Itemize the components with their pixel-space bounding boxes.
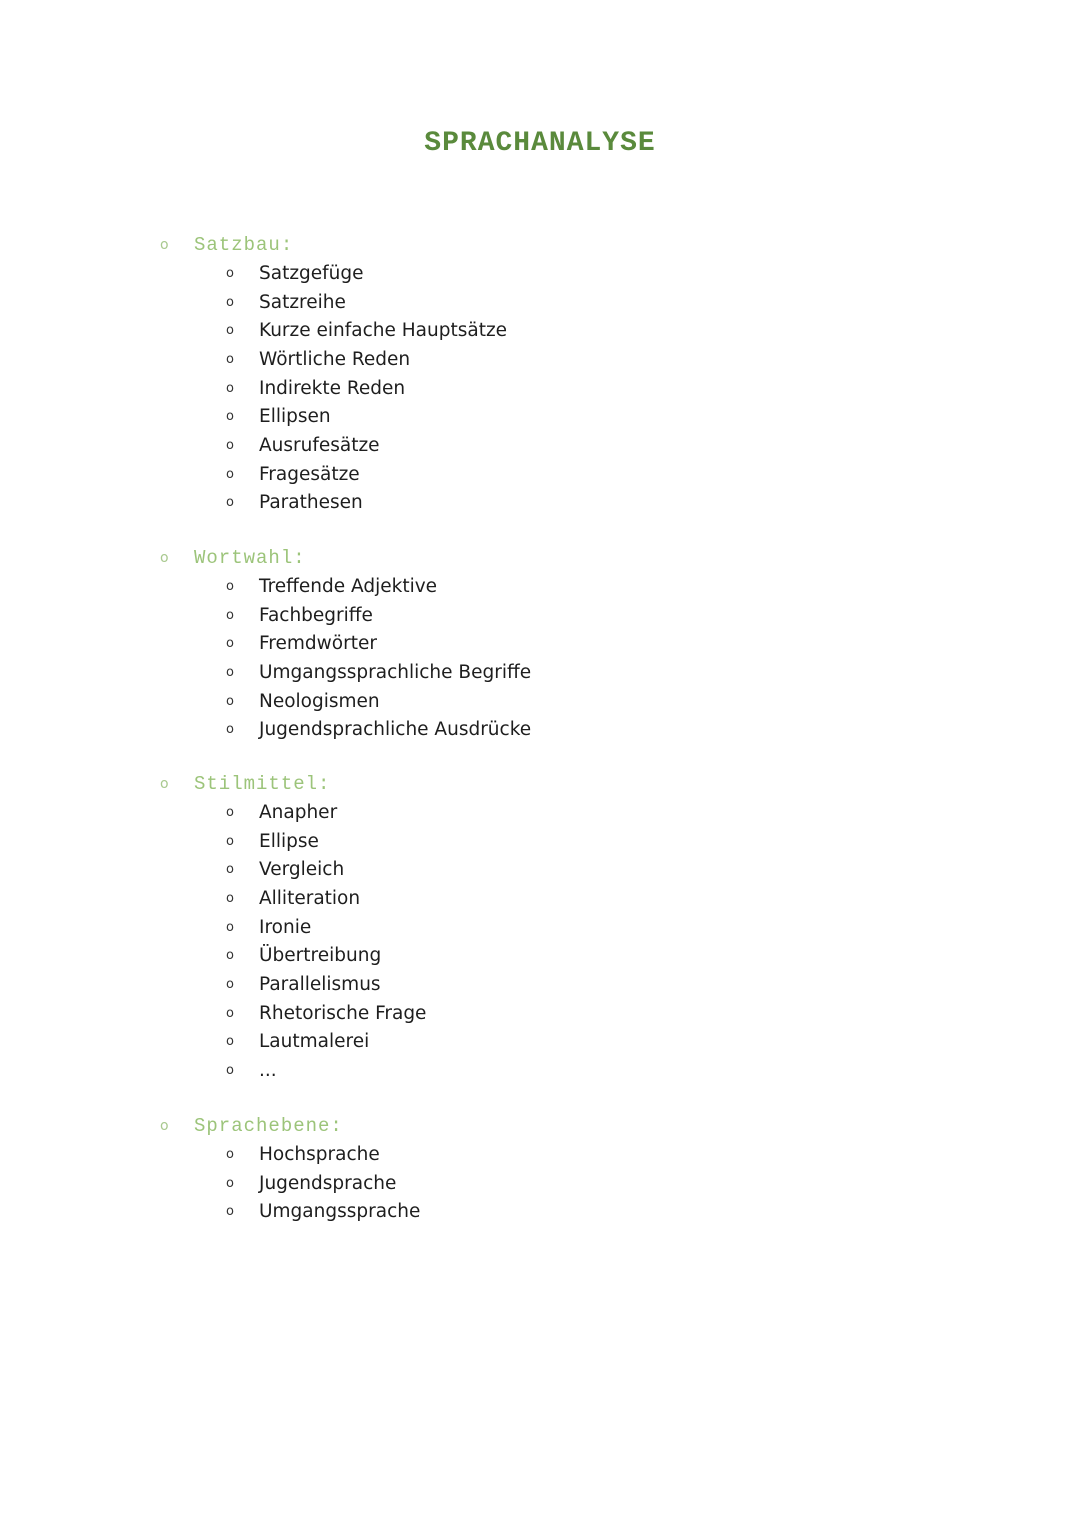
section-stilmittel [160,769,960,1085]
list-item [160,1169,960,1198]
list-item [160,999,960,1028]
list-item [160,629,960,658]
list-item-label: Indirekte Reden [259,377,406,399]
bullet-circle-icon: o [226,1005,234,1021]
bullet-circle-icon: o [226,409,234,425]
list-item [160,827,960,856]
bullet-circle-icon: o [226,323,234,339]
item-list [160,572,960,744]
list-item [160,798,960,827]
bullet-circle-icon: o [226,265,234,281]
section-heading [160,230,960,259]
section-heading-label: Satzbau: [194,233,294,256]
bullet-circle-icon: o [226,578,234,594]
list-item-label: Ellipse [259,830,319,852]
bullet-circle-icon: o [226,1146,234,1162]
list-item [160,1197,960,1226]
list-item [160,601,960,630]
section-wortwahl [160,543,960,744]
list-item-label: Treffende Adjektive [259,575,438,597]
bullet-circle-icon: o [226,351,234,367]
list-item-label: Umgangssprache [259,1201,421,1223]
list-item-label: Hochsprache [259,1143,380,1165]
list-item-label: Rhetorische Frage [259,1002,427,1024]
section-heading-label: Wortwahl: [194,546,306,569]
bullet-circle-icon: o [226,1063,234,1079]
list-item [160,374,960,403]
list-item-label: Fachbegriffe [259,604,373,626]
section-heading [160,543,960,572]
bullet-circle-icon: o [226,919,234,935]
list-item [160,687,960,716]
list-item [160,460,960,489]
list-item-label: Jugendsprachliche Ausdrücke [259,719,532,741]
bullet-circle-icon: o [226,466,234,482]
list-item-label: Ellipsen [259,406,331,428]
list-item-label: Lautmalerei [259,1031,370,1053]
bullet-circle-icon: o [226,693,234,709]
list-item [160,402,960,431]
list-item [160,941,960,970]
list-item [160,345,960,374]
list-item [160,1140,960,1169]
bullet-circle-icon: o [226,833,234,849]
bullet-circle-icon: o [226,948,234,964]
bullet-circle-icon: o [226,607,234,623]
list-item-label: Wörtliche Reden [259,348,411,370]
bullet-circle-icon: o [226,495,234,511]
list-item-label: Übertreibung [259,945,382,967]
bullet-circle-icon: o [226,722,234,738]
list-item [160,855,960,884]
list-item [160,658,960,687]
section-heading-label: Sprachebene: [194,1114,343,1137]
item-list [160,259,960,517]
list-item-label: Ironie [259,916,312,938]
bullet-circle-icon: o [226,862,234,878]
section-sprachebene [160,1111,960,1226]
list-item-label: Neologismen [259,690,380,712]
bullet-circle-icon: o [160,1117,170,1134]
list-item-label: Satzreihe [259,291,346,313]
list-item [160,913,960,942]
list-item [160,259,960,288]
list-item-label: Fragesätze [259,463,360,485]
bullet-circle-icon: o [226,437,234,453]
bullet-circle-icon: o [226,1034,234,1050]
item-list [160,1140,960,1226]
list-item-label: Alliteration [259,887,361,909]
list-item-label: Vergleich [259,859,345,881]
list-item-label: Umgangssprachliche Begriffe [259,661,532,683]
bullet-circle-icon: o [226,636,234,652]
bullet-circle-icon: o [226,804,234,820]
bullet-circle-icon: o [160,549,170,566]
list-item [160,884,960,913]
list-item-label: Satzgefüge [259,262,364,284]
section-heading [160,769,960,798]
section-satzbau [160,230,960,517]
list-item-label: Anapher [259,801,338,823]
list-item-label: ... [259,1060,277,1082]
bullet-circle-icon: o [226,380,234,396]
section-heading [160,1111,960,1140]
bullet-circle-icon: o [226,890,234,906]
bullet-circle-icon: o [160,236,170,253]
list-item [160,1028,960,1057]
list-item [160,489,960,518]
list-item-label: Parallelismus [259,973,381,995]
list-item-label: Ausrufesätze [259,434,380,456]
list-item-label: Parathesen [259,492,363,514]
bullet-circle-icon: o [226,976,234,992]
list-item [160,288,960,317]
list-item-label: Fremdwörter [259,633,377,655]
list-item [160,715,960,744]
list-item [160,431,960,460]
list-item-label: Jugendsprache [259,1172,397,1194]
list-item-label: Kurze einfache Hauptsätze [259,320,508,342]
bullet-circle-icon: o [226,1175,234,1191]
bullet-circle-icon: o [160,775,170,792]
list-item [160,316,960,345]
bullet-circle-icon: o [226,1204,234,1220]
bullet-circle-icon: o [226,294,234,310]
list-item [160,572,960,601]
item-list [160,798,960,1085]
list-item [160,1056,960,1085]
bullet-circle-icon: o [226,664,234,680]
page-title: SPRACHANALYSE [424,128,656,159]
section-heading-label: Stilmittel: [194,772,331,795]
list-item [160,970,960,999]
